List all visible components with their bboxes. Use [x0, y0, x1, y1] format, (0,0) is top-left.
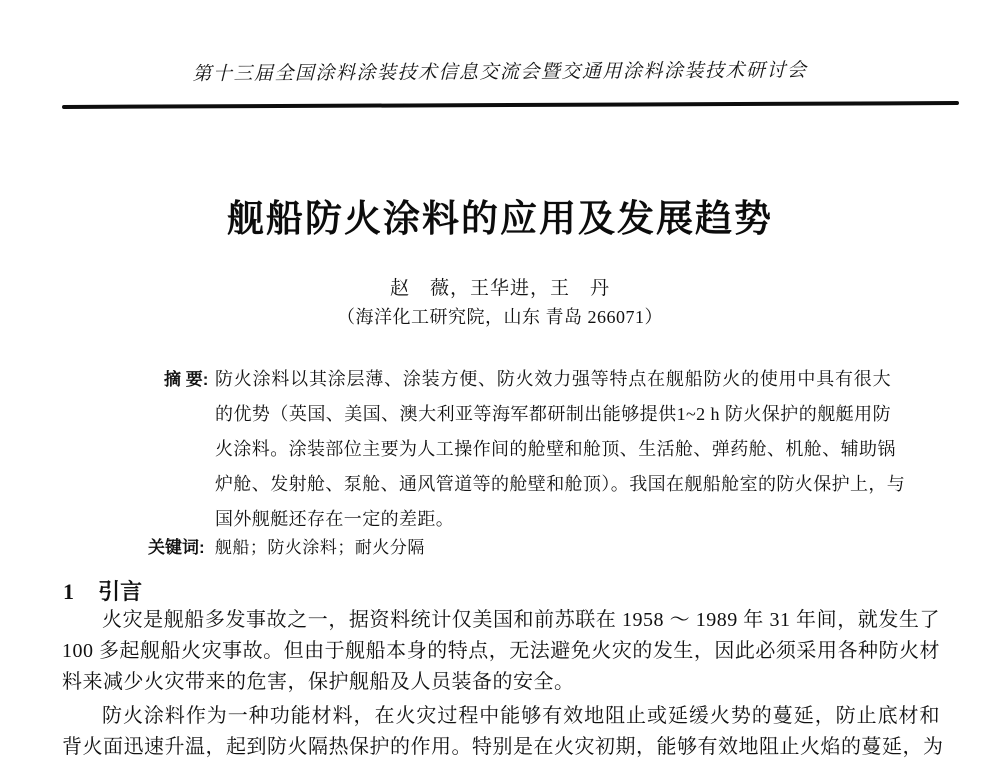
header-rule: [62, 101, 959, 109]
keywords-line: [148, 533, 425, 558]
text-line: 100 多起舰船火灾事故。但由于舰船本身的特点，无法避免火灾的发生，因此必须采用各种防火材: [62, 640, 940, 662]
paragraph-1: [62, 605, 940, 698]
conference-header: 第十三届全国涂料涂装技术信息交流会暨交通用涂料涂装技术研讨会: [192, 60, 808, 85]
section-1-heading: [63, 575, 142, 606]
text-line: 炉舱、发射舱、泵舱、通风管道等的舱壁和舱顶）。我国在舰船舱室的防火保护上，与: [215, 474, 906, 494]
text-line: 火灾是舰船多发事故之一，据资料统计仅美国和前苏联在 1958 ～ 1989 年 31 年间，就发生了: [102, 609, 940, 631]
authors-line: 赵 薇，王华进，王 丹: [389, 278, 610, 299]
text-line: 国外舰艇还存在一定的差距。: [215, 509, 455, 529]
keywords-label: 关键词:: [148, 538, 205, 557]
section-title: 引言: [98, 579, 143, 604]
text-line: 背火面迅速升温，起到防火隔热保护的作用。特别是在火灾初期，能够有效地阻止火焰的蔓延，为: [62, 736, 944, 758]
text-line: 料来减少火灾带来的危害，保护舰船及人员装备的安全。: [62, 671, 575, 693]
text-line: 的优势（英国、美国、澳大利亚等海军都研制出能够提供1~2 h 防火保护的舰艇用防: [215, 404, 891, 424]
keywords-text: 舰船；防火涂料；耐火分隔: [214, 538, 425, 557]
affiliation-line: （海洋化工研究院，山东 青岛 266071）: [337, 307, 663, 327]
section-number: 1: [63, 579, 74, 604]
paragraph-2: [62, 701, 944, 760]
text-line: 防火涂料作为一种功能材料，在火灾过程中能够有效地阻止或延缓火势的蔓延，防止底材和: [102, 705, 940, 727]
paper-title: 舰船防火涂料的应用及发展趋势: [227, 198, 773, 239]
abstract-label: 摘 要:: [164, 370, 209, 389]
abstract-text: [215, 362, 906, 537]
text-line: 防火涂料以其涂层薄、涂装方便、防火效力强等特点在舰船防火的使用中具有很大: [215, 369, 891, 389]
text-line: 火涂料。涂装部位主要为人工操作间的舱壁和舱顶、生活舱、弹药舱、机舱、辅助锅: [215, 439, 896, 459]
